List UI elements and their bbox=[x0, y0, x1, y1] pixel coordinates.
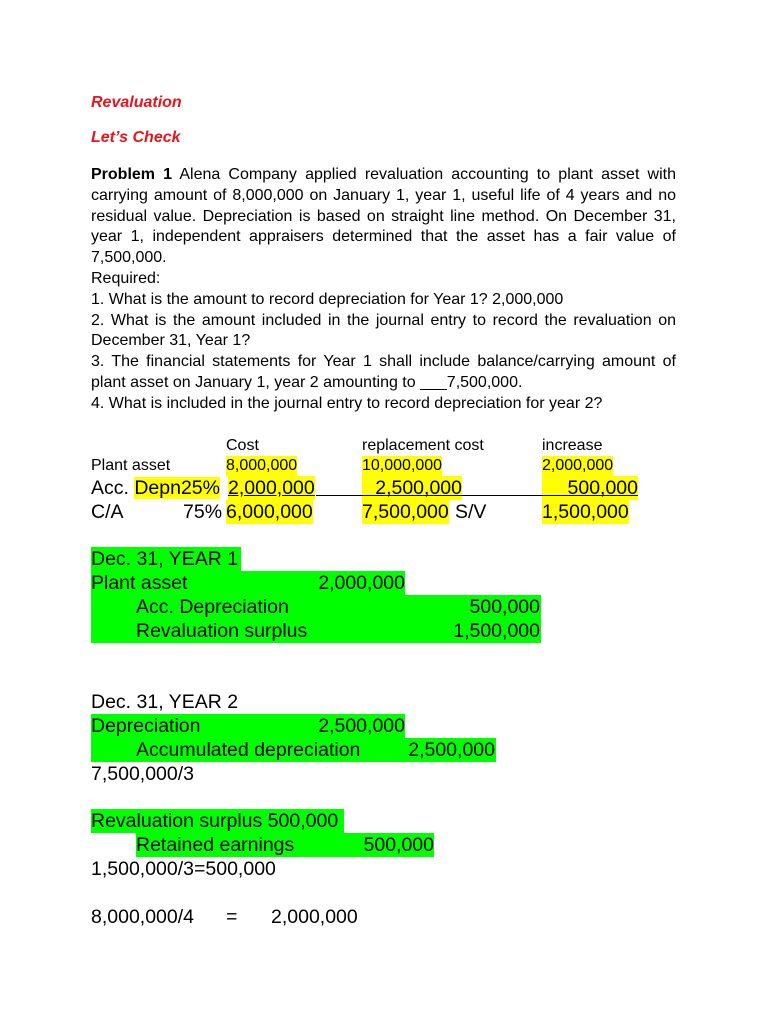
entry2-credit-amount: 2,500,000 bbox=[408, 739, 495, 761]
question-3: 3. The financial statements for Year 1 shall include balance/carrying amount of plant asset on January 1, year 2 amounting to ___7,500,000. bbox=[91, 353, 676, 391]
row-ca-increase: 1,500,000 bbox=[542, 501, 629, 523]
problem-text: Alena Company applied revaluation accounting to plant asset with carrying amount of 8,000,000 on January 1, year 1, useful life of 4 years and no residual value. Depreciation is based on straight line method. On December 31, year 1, independent appraisers determined that the asset has a fair value of 7,500,000. bbox=[91, 166, 676, 267]
row-acc-depn-label-a: Acc. bbox=[91, 477, 135, 499]
entry2-note: 7,500,000/3 bbox=[91, 763, 195, 785]
entry3-credit-label: Retained earnings bbox=[136, 834, 295, 856]
question-1: 1. What is the amount to record depreciation for Year 1? 2,000,000 bbox=[91, 290, 564, 308]
row-ca-sv: S/V bbox=[455, 501, 487, 523]
row-ca-label: C/A bbox=[91, 501, 124, 523]
entry1-debit-label: Plant asset bbox=[91, 572, 188, 594]
header-replacement-cost: replacement cost bbox=[362, 437, 484, 454]
row-ca-percent: 75% bbox=[183, 501, 223, 523]
problem-block bbox=[91, 165, 676, 415]
entry1-credit2-label: Revaluation surplus bbox=[136, 620, 308, 642]
entry3-debit: Revaluation surplus 500,000 bbox=[91, 810, 339, 832]
subtotal-rule bbox=[316, 495, 638, 496]
row-plant-asset-label: Plant asset bbox=[91, 457, 171, 474]
row-ca-replacement: 7,500,000 bbox=[362, 501, 449, 523]
entry1-credit1-label: Acc. Depreciation bbox=[136, 596, 289, 618]
entry1-credit2-amount: 1,500,000 bbox=[453, 620, 540, 642]
question-4: 4. What is included in the journal entry to record depreciation for year 2? bbox=[91, 394, 603, 412]
required-label: Required: bbox=[91, 269, 161, 287]
entry2-credit-label: Accumulated depreciation bbox=[136, 739, 361, 761]
document-subtitle: Let’s Check bbox=[91, 129, 181, 146]
problem-paragraph bbox=[91, 165, 676, 269]
calc-right: 2,000,000 bbox=[271, 906, 358, 928]
row-plant-asset-increase: 2,000,000 bbox=[542, 457, 614, 474]
question-2: 2. What is the amount included in the journal entry to record the revaluation on December 31, Year 1? bbox=[91, 311, 676, 350]
row-acc-depn-label-b: Depn25% bbox=[134, 477, 220, 499]
entry3-credit-amount: 500,000 bbox=[363, 834, 434, 856]
row-acc-depn-replacement: 2,500,000 bbox=[362, 476, 462, 500]
entry1-debit-amount: 2,000,000 bbox=[318, 572, 405, 594]
calc-left: 8,000,000/4 bbox=[91, 906, 195, 928]
calc-equals: = bbox=[226, 906, 238, 928]
problem-label: Problem 1 bbox=[91, 166, 173, 183]
header-cost: Cost bbox=[226, 437, 259, 454]
entry2-debit-label: Depreciation bbox=[91, 715, 201, 737]
entry2-debit-amount: 2,500,000 bbox=[318, 715, 405, 737]
document-title: Revaluation bbox=[91, 94, 182, 111]
entry2-date: Dec. 31, YEAR 2 bbox=[91, 691, 239, 713]
row-plant-asset-cost: 8,000,000 bbox=[226, 457, 298, 474]
row-acc-depn-cost: 2,000,000 bbox=[228, 477, 315, 499]
row-ca-cost: 6,000,000 bbox=[226, 501, 313, 523]
entry1-credit1-amount: 500,000 bbox=[469, 596, 540, 618]
row-acc-depn-label bbox=[91, 476, 220, 500]
entry1-date: Dec. 31, YEAR 1 bbox=[91, 548, 239, 570]
row-plant-asset-replacement: 10,000,000 bbox=[362, 457, 443, 474]
header-increase: increase bbox=[542, 437, 603, 454]
entry3-note: 1,500,000/3=500,000 bbox=[91, 858, 276, 880]
row-acc-depn-increase: 500,000 bbox=[542, 476, 638, 500]
